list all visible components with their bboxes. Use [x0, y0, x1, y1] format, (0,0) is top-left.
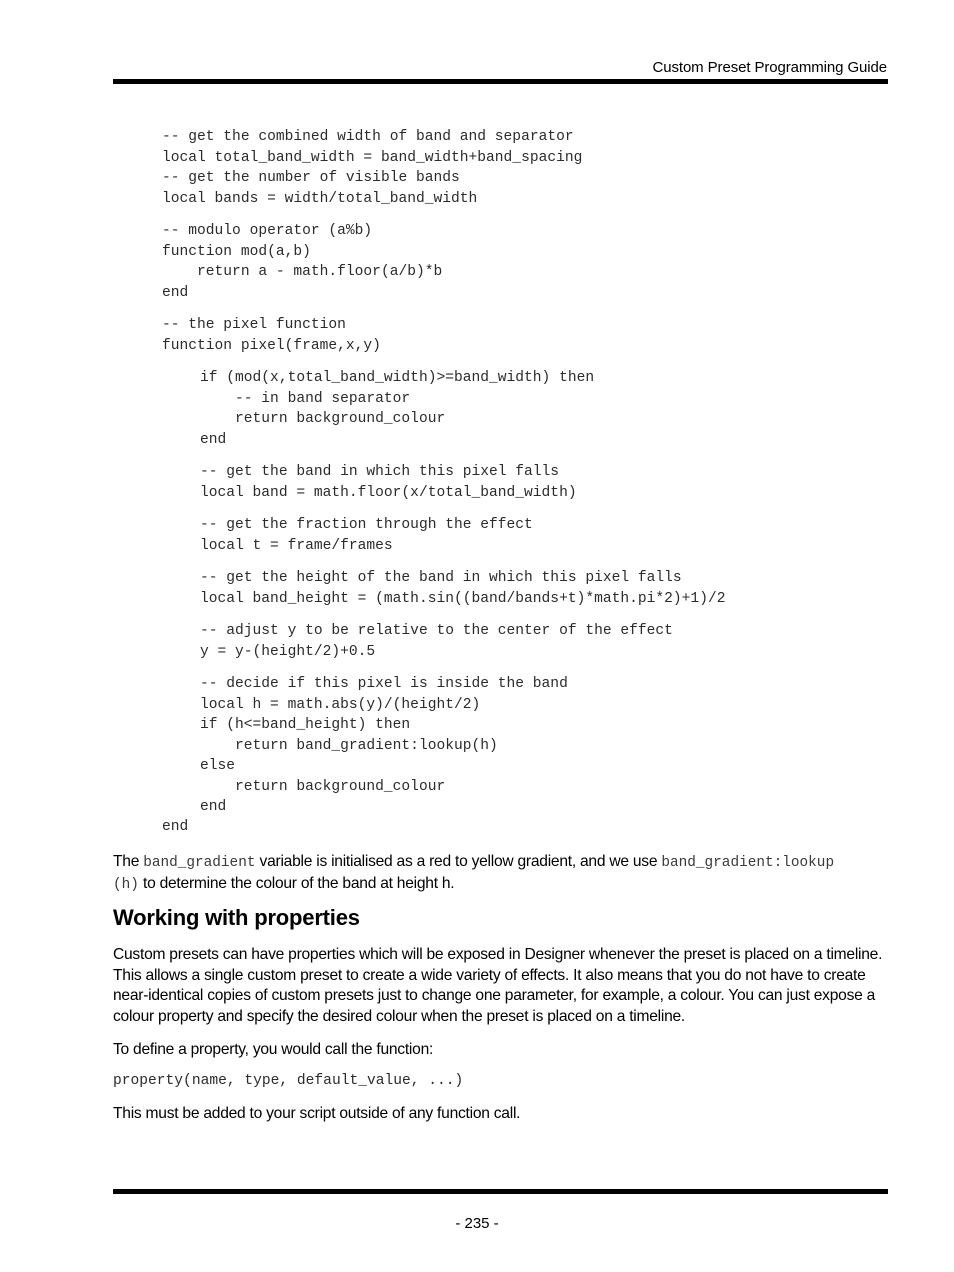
code-line: local bands = width/total_band_width — [162, 190, 478, 207]
paragraph-define-property: To define a property, you would call the function: — [113, 1041, 434, 1058]
code-line: return background_colour — [200, 411, 446, 427]
code-line: function mod(a,b) — [162, 243, 311, 260]
footer-rule — [113, 1189, 888, 1194]
code-line: -- get the combined width of band and separator — [162, 129, 574, 145]
code-line: else — [200, 758, 236, 774]
code-line: end — [162, 284, 189, 301]
paragraph-properties-intro: Custom presets can have properties which will be exposed in Designer whenever the preset is placed on a timeline. This allows a single custom preset to create a wide variety of effects. It also means that you do not have to create near-identical copies of custom presets just to change one parameter, for example, a colour. You can just expose a colour property and specify the desired colour when the preset is placed on a timeline. — [113, 946, 883, 1025]
code-line: return band_gradient:lookup(h) — [200, 737, 498, 754]
code-block — [200, 621, 673, 662]
code-block — [200, 368, 594, 450]
code-line: local band_height = (math.sin((band/bands+t)*math.pi*2)+1)/2 — [200, 590, 726, 607]
code-line: -- decide if this pixel is inside the band — [200, 676, 568, 692]
code-line: local h = math.abs(y)/(height/2) — [200, 696, 481, 713]
code-line: local total_band_width = band_width+band_spacing — [162, 149, 583, 166]
paragraph-script-note: This must be added to your script outside of any function call. — [113, 1105, 521, 1122]
code-block — [162, 315, 381, 356]
property-signature-code: property(name, type, default_value, ...) — [113, 1073, 464, 1089]
code-line: return a - math.floor(a/b)*b — [162, 264, 443, 280]
code-block — [162, 221, 442, 303]
code-block — [200, 462, 577, 503]
code-line: function pixel(frame,x,y) — [162, 337, 381, 354]
page-header-title: Custom Preset Programming Guide — [652, 59, 887, 76]
code-line: if (h<=band_height) then — [200, 717, 411, 733]
code-line: return background_colour — [200, 778, 446, 795]
code-line: y = y-(height/2)+0.5 — [200, 643, 376, 660]
code-block — [162, 817, 188, 838]
text: The — [113, 853, 144, 870]
header-rule — [113, 79, 888, 84]
code-block — [200, 568, 725, 609]
paragraph-band-gradient — [113, 852, 891, 895]
code-line: -- the pixel function — [162, 317, 346, 333]
code-block — [200, 515, 533, 556]
code-line: end — [162, 819, 189, 835]
code-line: -- get the band in which this pixel falls — [200, 464, 560, 480]
code-line: if (mod(x,total_band_width)>=band_width) then — [200, 370, 595, 386]
section-heading: Working with properties — [113, 905, 360, 930]
code-line: -- in band separator — [200, 390, 411, 407]
code-line: local band = math.floor(x/total_band_width) — [200, 484, 577, 501]
code-line: end — [200, 799, 227, 815]
code-line: -- get the number of visible bands — [162, 170, 460, 186]
code-line: -- get the height of the band in which this pixel falls — [200, 570, 682, 586]
inline-code: band_gradient:lookup — [661, 855, 835, 871]
text: variable is initialised as a red to yellow gradient, and we use — [255, 853, 662, 870]
code-line: -- adjust y to be relative to the center of the effect — [200, 623, 673, 639]
inline-code: (h) — [113, 876, 139, 893]
code-block — [200, 674, 568, 818]
page-number: - 235 - — [455, 1215, 499, 1232]
inline-code: band_gradient — [143, 855, 256, 871]
code-line: -- get the fraction through the effect — [200, 517, 533, 533]
code-line: local t = frame/frames — [200, 537, 393, 554]
code-line: end — [200, 431, 227, 448]
code-block — [162, 127, 582, 209]
code-line: -- modulo operator (a%b) — [162, 223, 373, 239]
text: to determine the colour of the band at height h. — [138, 874, 455, 892]
